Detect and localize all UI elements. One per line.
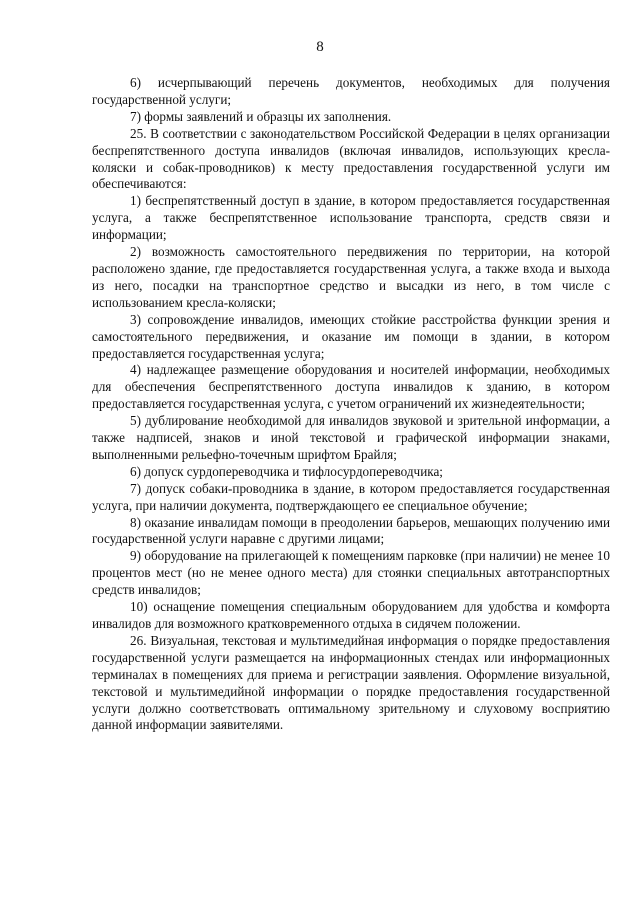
paragraph-25-item-2: 2) возможность самостоятельного передвижения по территории, на которой расположено здание, где предоставляется государственная услуга, а также входа и выхода из него, посадки на транспортное средство и высадки из него, в том числе с использованием кресла-коляски; <box>92 244 610 310</box>
paragraph-item-7-application-forms: 7) формы заявлений и образцы их заполнения. <box>130 108 392 124</box>
paragraph-25-item-9: 9) оборудование на прилегающей к помещениям парковке (при наличии) не менее 10 процентов мест (но не менее одного места) для стоянки специальных автотранспортных средств инвалидов; <box>92 548 610 598</box>
paragraph-section-25: 25. В соответствии с законодательством Российской Федерации в целях организации беспрепятственного доступа инвалидов (включая инвалидов, использующих кресла-коляски и собак-проводников) к месту предоставления государственной услуги им обеспечиваются: <box>92 125 610 192</box>
paragraph-25-item-8: 8) оказание инвалидам помощи в преодолении барьеров, мешающих получению ими государственной услуги наравне с другими лицами; <box>92 514 610 547</box>
paragraph-25-item-1: 1) беспрепятственный доступ в здание, в котором предоставляется государственная услуга, а также беспрепятственное использование транспорта, средств связи и информации; <box>92 193 610 243</box>
page-number: 8 <box>316 39 324 55</box>
paragraph-item-6-documents-list: 6) исчерпывающий перечень документов, необходимых для получения государственной услуги; <box>92 75 610 107</box>
paragraph-25-item-7: 7) допуск собаки-проводника в здание, в котором предоставляется государственная услуга, при наличии документа, подтверждающего ее специальное обучение; <box>92 480 610 513</box>
paragraph-25-item-4: 4) надлежащее размещение оборудования и носителей информации, необходимых для обеспечения беспрепятственного доступа инвалидов к зданию, в котором предоставляется государственная услуга, с учетом ограничений их жизнедеятельности; <box>92 362 610 412</box>
paragraph-25-item-5: 5) дублирование необходимой для инвалидов звуковой и зрительной информации, а также надписей, знаков и иной текстовой и графической информации знаками, выполненными рельефно-точечным шрифтом Брайля; <box>92 413 610 462</box>
document-body <box>92 75 610 734</box>
paragraph-section-26: 26. Визуальная, текстовая и мультимедийная информация о порядке предоставления государственной услуги размещается на информационных стендах или информационных терминалах в помещениях для приема и регистрации заявления. Оформление визуальной, текстовой и мультимедийной информации о порядке предоставления государственной услуги должно соответствовать оптимальному зрительному и слуховому восприятию данной информации заявителями. <box>92 632 610 733</box>
paragraph-25-item-6: 6) допуск сурдопереводчика и тифлосурдопереводчика; <box>130 463 443 479</box>
paragraph-25-item-10: 10) оснащение помещения специальным оборудованием для удобства и комфорта инвалидов для возможного кратковременного отдыха в сидячем положении. <box>92 599 610 631</box>
paragraph-25-item-3: 3) сопровождение инвалидов, имеющих стойкие расстройства функции зрения и самостоятельного передвижения, и оказание им помощи в здании, в котором предоставляется государственная услуга; <box>92 311 610 361</box>
